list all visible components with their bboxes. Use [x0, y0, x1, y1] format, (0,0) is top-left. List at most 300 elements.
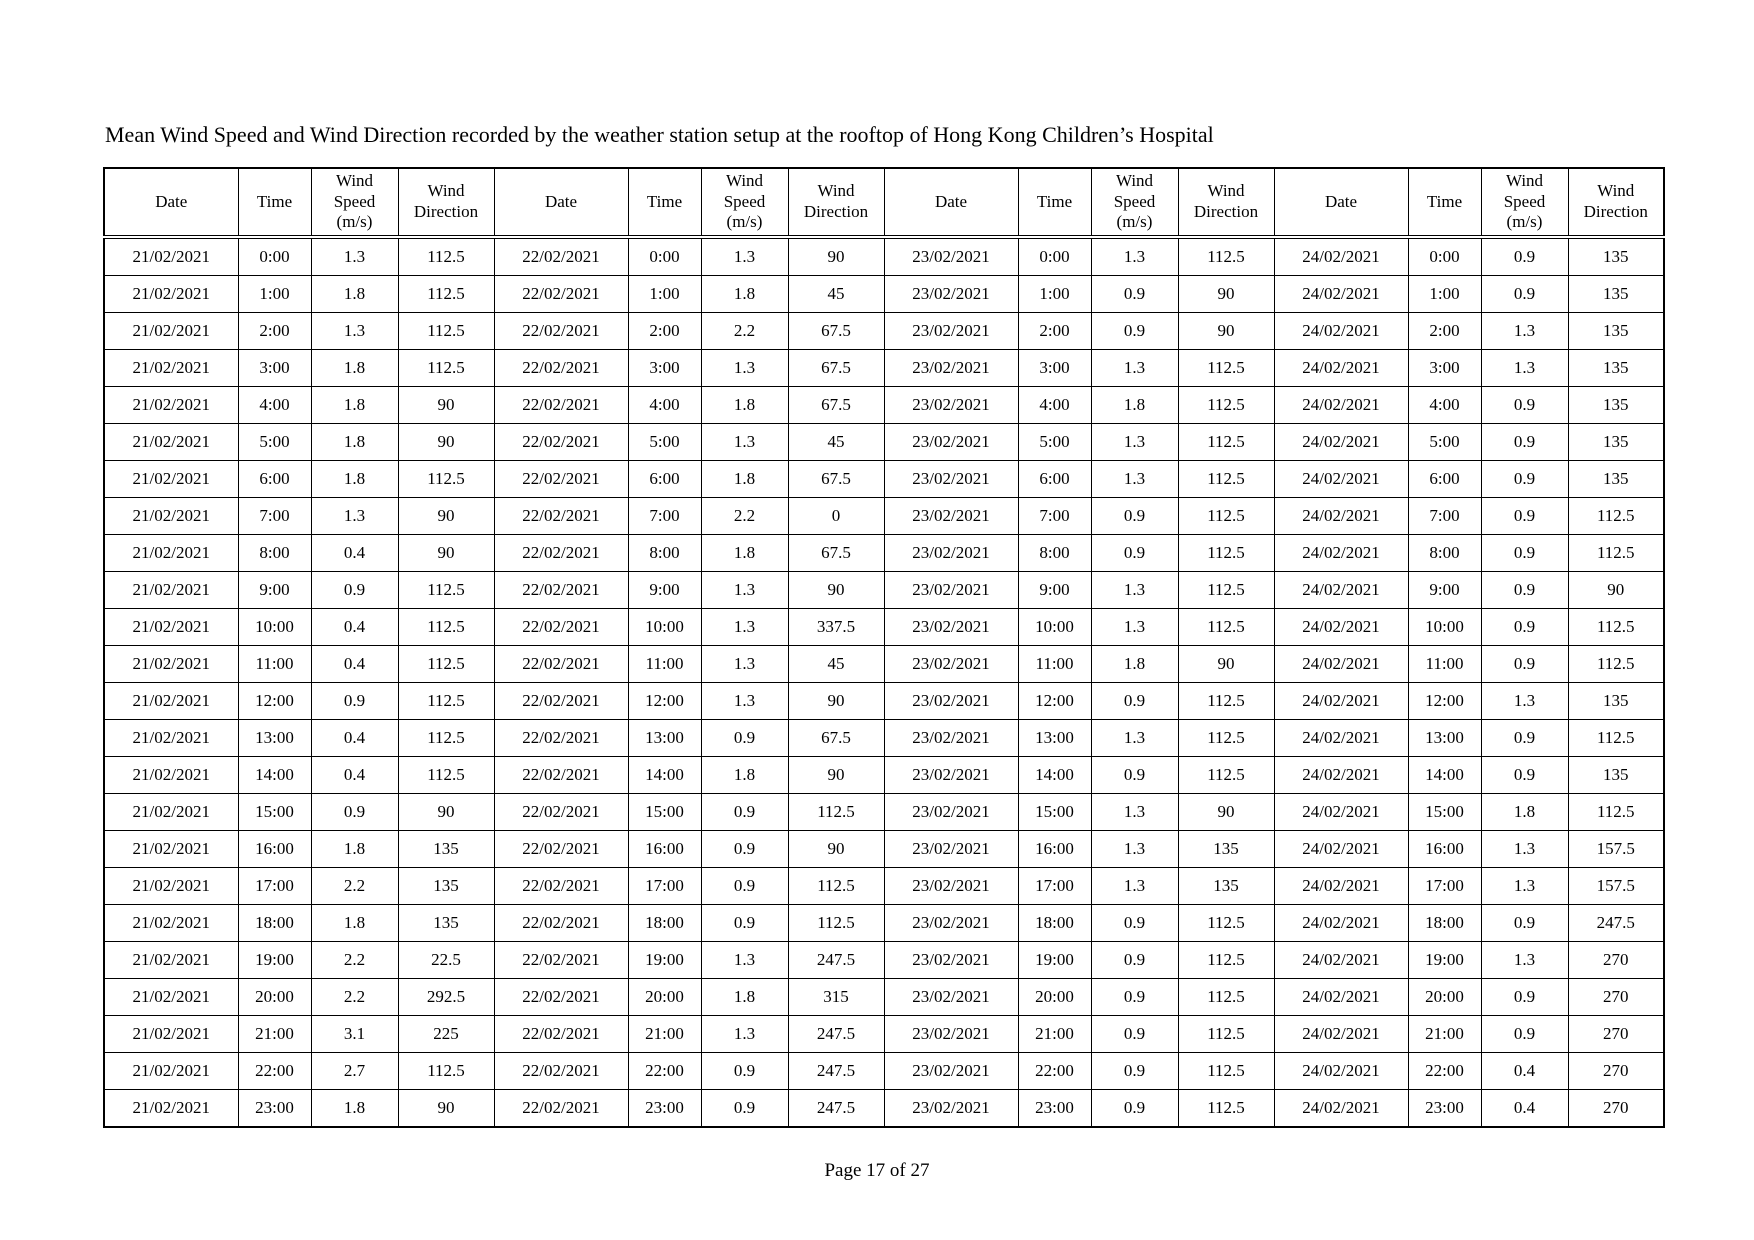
table-cell: 135 — [1178, 868, 1274, 905]
table-cell: 0.9 — [1481, 498, 1568, 535]
table-cell: 90 — [398, 535, 494, 572]
table-cell: 21/02/2021 — [104, 572, 238, 609]
table-cell: 90 — [398, 1090, 494, 1128]
table-cell: 0.9 — [1091, 1016, 1178, 1053]
table-cell: 337.5 — [788, 609, 884, 646]
table-cell: 135 — [398, 905, 494, 942]
table-row — [104, 609, 1664, 646]
table-cell: 112.5 — [1568, 535, 1664, 572]
table-cell: 247.5 — [788, 1016, 884, 1053]
table-row — [104, 276, 1664, 313]
table-cell: 67.5 — [788, 461, 884, 498]
table-row — [104, 424, 1664, 461]
table-cell: 7:00 — [238, 498, 311, 535]
table-cell: 23/02/2021 — [884, 683, 1018, 720]
table-cell: 1.3 — [1091, 350, 1178, 387]
table-cell: 22/02/2021 — [494, 979, 628, 1016]
table-row — [104, 498, 1664, 535]
table-cell: 23:00 — [1018, 1090, 1091, 1128]
table-cell: 1.8 — [311, 387, 398, 424]
table-cell: 24/02/2021 — [1274, 757, 1408, 794]
table-cell: 0.4 — [311, 757, 398, 794]
table-cell: 13:00 — [1018, 720, 1091, 757]
table-cell: 112.5 — [1178, 572, 1274, 609]
table-cell: 23/02/2021 — [884, 609, 1018, 646]
table-cell: 1.8 — [701, 387, 788, 424]
table-body — [104, 237, 1664, 1127]
table-cell: 135 — [1568, 757, 1664, 794]
table-cell: 22/02/2021 — [494, 350, 628, 387]
table-cell: 157.5 — [1568, 868, 1664, 905]
table-cell: 11:00 — [1408, 646, 1481, 683]
table-cell: 1.3 — [311, 237, 398, 276]
table-cell: 3.1 — [311, 1016, 398, 1053]
table-cell: 1.8 — [311, 276, 398, 313]
table-row — [104, 868, 1664, 905]
table-cell: 13:00 — [1408, 720, 1481, 757]
table-cell: 2:00 — [1408, 313, 1481, 350]
column-header: Time — [1408, 168, 1481, 237]
table-row — [104, 979, 1664, 1016]
table-cell: 1.3 — [701, 683, 788, 720]
table-cell: 0.9 — [701, 868, 788, 905]
table-cell: 112.5 — [1178, 1090, 1274, 1128]
table-cell: 1.3 — [1091, 868, 1178, 905]
table-cell: 24/02/2021 — [1274, 572, 1408, 609]
table-cell: 21/02/2021 — [104, 757, 238, 794]
table-cell: 135 — [1568, 313, 1664, 350]
table-cell: 112.5 — [1178, 461, 1274, 498]
table-cell: 135 — [1568, 683, 1664, 720]
table-cell: 24/02/2021 — [1274, 461, 1408, 498]
table-cell: 1.8 — [311, 461, 398, 498]
table-cell: 24/02/2021 — [1274, 646, 1408, 683]
table-cell: 247.5 — [788, 1090, 884, 1128]
table-cell: 19:00 — [628, 942, 701, 979]
table-cell: 0.9 — [701, 1053, 788, 1090]
table-cell: 0:00 — [628, 237, 701, 276]
table-cell: 23/02/2021 — [884, 905, 1018, 942]
table-cell: 0.9 — [1481, 646, 1568, 683]
table-cell: 90 — [398, 387, 494, 424]
table-cell: 112.5 — [1178, 905, 1274, 942]
table-cell: 157.5 — [1568, 831, 1664, 868]
table-cell: 1.8 — [311, 424, 398, 461]
table-cell: 112.5 — [398, 461, 494, 498]
table-cell: 23/02/2021 — [884, 1090, 1018, 1128]
table-cell: 135 — [1178, 831, 1274, 868]
table-cell: 1.3 — [701, 1016, 788, 1053]
table-cell: 247.5 — [788, 1053, 884, 1090]
table-cell: 1:00 — [628, 276, 701, 313]
table-cell: 112.5 — [1568, 498, 1664, 535]
table-cell: 9:00 — [1408, 572, 1481, 609]
table-cell: 1.3 — [311, 498, 398, 535]
table-cell: 1.3 — [1091, 609, 1178, 646]
table-cell: 19:00 — [1408, 942, 1481, 979]
table-cell: 19:00 — [1018, 942, 1091, 979]
table-cell: 6:00 — [238, 461, 311, 498]
table-cell: 16:00 — [238, 831, 311, 868]
table-row — [104, 646, 1664, 683]
table-cell: 23/02/2021 — [884, 720, 1018, 757]
table-cell: 7:00 — [628, 498, 701, 535]
table-cell: 45 — [788, 424, 884, 461]
table-cell: 3:00 — [1018, 350, 1091, 387]
table-cell: 112.5 — [398, 609, 494, 646]
table-cell: 21:00 — [1408, 1016, 1481, 1053]
table-cell: 135 — [398, 831, 494, 868]
table-cell: 22/02/2021 — [494, 572, 628, 609]
table-cell: 13:00 — [628, 720, 701, 757]
table-cell: 21/02/2021 — [104, 942, 238, 979]
table-cell: 8:00 — [628, 535, 701, 572]
table-cell: 21/02/2021 — [104, 683, 238, 720]
table-cell: 1.3 — [1481, 350, 1568, 387]
table-cell: 67.5 — [788, 313, 884, 350]
table-cell: 24/02/2021 — [1274, 535, 1408, 572]
table-cell: 1.8 — [1091, 387, 1178, 424]
table-cell: 1:00 — [1018, 276, 1091, 313]
table-cell: 23/02/2021 — [884, 1053, 1018, 1090]
table-cell: 10:00 — [628, 609, 701, 646]
table-cell: 6:00 — [628, 461, 701, 498]
table-cell: 0.9 — [1091, 313, 1178, 350]
table-cell: 20:00 — [238, 979, 311, 1016]
table-cell: 0.9 — [1481, 387, 1568, 424]
table-cell: 24/02/2021 — [1274, 831, 1408, 868]
table-row — [104, 831, 1664, 868]
table-cell: 0.9 — [1091, 757, 1178, 794]
table-cell: 1.3 — [1091, 424, 1178, 461]
table-row — [104, 350, 1664, 387]
table-header — [104, 168, 1664, 237]
table-cell: 14:00 — [238, 757, 311, 794]
table-cell: 112.5 — [398, 683, 494, 720]
table-cell: 21/02/2021 — [104, 237, 238, 276]
table-cell: 23/02/2021 — [884, 1016, 1018, 1053]
table-cell: 21/02/2021 — [104, 498, 238, 535]
table-cell: 8:00 — [1018, 535, 1091, 572]
table-cell: 1.8 — [311, 831, 398, 868]
table-cell: 45 — [788, 646, 884, 683]
table-cell: 90 — [1178, 794, 1274, 831]
table-cell: 112.5 — [1178, 498, 1274, 535]
table-cell: 24/02/2021 — [1274, 237, 1408, 276]
table-cell: 1.3 — [701, 350, 788, 387]
table-cell: 22/02/2021 — [494, 868, 628, 905]
table-cell: 13:00 — [238, 720, 311, 757]
table-cell: 23/02/2021 — [884, 237, 1018, 276]
table-cell: 0.9 — [1481, 905, 1568, 942]
table-cell: 90 — [398, 794, 494, 831]
table-cell: 0.4 — [311, 720, 398, 757]
table-cell: 0.9 — [1481, 572, 1568, 609]
table-cell: 112.5 — [1178, 424, 1274, 461]
table-cell: 22/02/2021 — [494, 831, 628, 868]
table-cell: 4:00 — [1408, 387, 1481, 424]
table-cell: 0.9 — [311, 794, 398, 831]
column-header: Time — [1018, 168, 1091, 237]
table-cell: 22/02/2021 — [494, 609, 628, 646]
table-cell: 1.3 — [701, 942, 788, 979]
table-cell: 1.3 — [1481, 683, 1568, 720]
table-cell: 292.5 — [398, 979, 494, 1016]
table-cell: 112.5 — [398, 720, 494, 757]
table-cell: 6:00 — [1018, 461, 1091, 498]
table-cell: 270 — [1568, 979, 1664, 1016]
table-cell: 112.5 — [1178, 757, 1274, 794]
table-cell: 1.8 — [311, 905, 398, 942]
table-cell: 1:00 — [238, 276, 311, 313]
table-cell: 24/02/2021 — [1274, 942, 1408, 979]
table-cell: 112.5 — [1568, 794, 1664, 831]
table-cell: 90 — [1178, 646, 1274, 683]
table-cell: 315 — [788, 979, 884, 1016]
table-row — [104, 905, 1664, 942]
table-cell: 23:00 — [1408, 1090, 1481, 1128]
table-cell: 15:00 — [238, 794, 311, 831]
table-cell: 135 — [1568, 350, 1664, 387]
table-row — [104, 387, 1664, 424]
table-cell: 17:00 — [628, 868, 701, 905]
table-cell: 23/02/2021 — [884, 350, 1018, 387]
table-cell: 2:00 — [238, 313, 311, 350]
table-cell: 18:00 — [628, 905, 701, 942]
table-cell: 23/02/2021 — [884, 979, 1018, 1016]
table-cell: 1.3 — [1091, 720, 1178, 757]
table-cell: 8:00 — [238, 535, 311, 572]
table-cell: 1.3 — [1481, 313, 1568, 350]
table-cell: 1.8 — [1091, 646, 1178, 683]
table-cell: 20:00 — [1408, 979, 1481, 1016]
table-cell: 24/02/2021 — [1274, 979, 1408, 1016]
column-header: Date — [1274, 168, 1408, 237]
table-cell: 24/02/2021 — [1274, 794, 1408, 831]
table-cell: 112.5 — [1178, 237, 1274, 276]
table-cell: 2.2 — [701, 313, 788, 350]
column-header: Wind Direction — [1568, 168, 1664, 237]
table-cell: 14:00 — [1408, 757, 1481, 794]
table-cell: 0.9 — [1481, 1016, 1568, 1053]
table-cell: 270 — [1568, 1016, 1664, 1053]
table-cell: 112.5 — [398, 572, 494, 609]
table-cell: 1.3 — [701, 424, 788, 461]
table-cell: 112.5 — [398, 276, 494, 313]
table-cell: 112.5 — [788, 794, 884, 831]
table-cell: 7:00 — [1408, 498, 1481, 535]
table-cell: 21/02/2021 — [104, 720, 238, 757]
table-cell: 1.8 — [311, 1090, 398, 1128]
table-cell: 0.9 — [1481, 720, 1568, 757]
table-cell: 3:00 — [628, 350, 701, 387]
column-header: Date — [494, 168, 628, 237]
table-cell: 21:00 — [1018, 1016, 1091, 1053]
table-cell: 15:00 — [628, 794, 701, 831]
table-cell: 24/02/2021 — [1274, 868, 1408, 905]
table-cell: 67.5 — [788, 535, 884, 572]
table-cell: 0.9 — [1091, 535, 1178, 572]
table-cell: 1.3 — [1481, 868, 1568, 905]
table-cell: 21/02/2021 — [104, 979, 238, 1016]
table-cell: 112.5 — [1178, 350, 1274, 387]
table-cell: 10:00 — [1408, 609, 1481, 646]
table-cell: 112.5 — [398, 350, 494, 387]
table-cell: 19:00 — [238, 942, 311, 979]
table-cell: 112.5 — [1178, 387, 1274, 424]
table-cell: 112.5 — [1568, 609, 1664, 646]
table-cell: 23/02/2021 — [884, 276, 1018, 313]
table-cell: 21/02/2021 — [104, 609, 238, 646]
table-cell: 90 — [788, 572, 884, 609]
table-cell: 21/02/2021 — [104, 794, 238, 831]
table-cell: 0.4 — [1481, 1090, 1568, 1128]
table-cell: 23/02/2021 — [884, 461, 1018, 498]
table-cell: 1.8 — [701, 461, 788, 498]
table-cell: 21/02/2021 — [104, 461, 238, 498]
table-cell: 22/02/2021 — [494, 387, 628, 424]
table-cell: 24/02/2021 — [1274, 387, 1408, 424]
table-row — [104, 1016, 1664, 1053]
table-cell: 0.9 — [1481, 237, 1568, 276]
table-cell: 1.3 — [311, 313, 398, 350]
table-cell: 22/02/2021 — [494, 720, 628, 757]
table-cell: 4:00 — [628, 387, 701, 424]
table-cell: 0.9 — [1091, 276, 1178, 313]
table-cell: 22:00 — [1408, 1053, 1481, 1090]
table-cell: 24/02/2021 — [1274, 498, 1408, 535]
table-cell: 22/02/2021 — [494, 905, 628, 942]
table-cell: 0.9 — [1091, 905, 1178, 942]
table-cell: 112.5 — [1178, 1016, 1274, 1053]
table-cell: 0.9 — [1481, 461, 1568, 498]
table-cell: 112.5 — [398, 313, 494, 350]
table-cell: 16:00 — [1018, 831, 1091, 868]
table-cell: 20:00 — [1018, 979, 1091, 1016]
table-cell: 23/02/2021 — [884, 794, 1018, 831]
table-cell: 1.8 — [701, 276, 788, 313]
table-row — [104, 794, 1664, 831]
table-cell: 24/02/2021 — [1274, 720, 1408, 757]
column-header: Wind Speed (m/s) — [311, 168, 398, 237]
table-cell: 5:00 — [1408, 424, 1481, 461]
column-header: Date — [884, 168, 1018, 237]
table-cell: 1.3 — [701, 572, 788, 609]
table-cell: 22/02/2021 — [494, 424, 628, 461]
table-cell: 5:00 — [238, 424, 311, 461]
table-cell: 21/02/2021 — [104, 424, 238, 461]
table-cell: 90 — [1568, 572, 1664, 609]
table-cell: 22/02/2021 — [494, 498, 628, 535]
table-cell: 22/02/2021 — [494, 237, 628, 276]
table-cell: 23:00 — [238, 1090, 311, 1128]
table-row — [104, 757, 1664, 794]
table-cell: 24/02/2021 — [1274, 609, 1408, 646]
table-cell: 17:00 — [238, 868, 311, 905]
table-row — [104, 535, 1664, 572]
table-cell: 1:00 — [1408, 276, 1481, 313]
table-cell: 21/02/2021 — [104, 350, 238, 387]
table-cell: 7:00 — [1018, 498, 1091, 535]
table-cell: 2:00 — [628, 313, 701, 350]
table-cell: 2.7 — [311, 1053, 398, 1090]
table-cell: 2:00 — [1018, 313, 1091, 350]
table-row — [104, 683, 1664, 720]
table-cell: 225 — [398, 1016, 494, 1053]
table-row — [104, 313, 1664, 350]
table-cell: 24/02/2021 — [1274, 424, 1408, 461]
table-cell: 1.3 — [1091, 572, 1178, 609]
table-cell: 0.4 — [311, 609, 398, 646]
table-cell: 5:00 — [1018, 424, 1091, 461]
table-cell: 0.9 — [311, 572, 398, 609]
table-cell: 0.4 — [311, 646, 398, 683]
table-cell: 0.9 — [701, 794, 788, 831]
table-cell: 0.9 — [1481, 609, 1568, 646]
table-cell: 23/02/2021 — [884, 942, 1018, 979]
table-cell: 112.5 — [1178, 683, 1274, 720]
table-cell: 8:00 — [1408, 535, 1481, 572]
table-cell: 22:00 — [238, 1053, 311, 1090]
table-cell: 11:00 — [238, 646, 311, 683]
column-header: Wind Speed (m/s) — [1091, 168, 1178, 237]
table-cell: 67.5 — [788, 387, 884, 424]
table-cell: 15:00 — [1018, 794, 1091, 831]
table-cell: 21/02/2021 — [104, 1016, 238, 1053]
table-cell: 24/02/2021 — [1274, 1053, 1408, 1090]
table-cell: 21/02/2021 — [104, 387, 238, 424]
table-cell: 1.3 — [701, 646, 788, 683]
table-cell: 15:00 — [1408, 794, 1481, 831]
table-cell: 1.8 — [311, 350, 398, 387]
table-cell: 0.9 — [1481, 535, 1568, 572]
table-cell: 16:00 — [1408, 831, 1481, 868]
table-cell: 22/02/2021 — [494, 683, 628, 720]
table-cell: 270 — [1568, 942, 1664, 979]
table-cell: 0.9 — [1481, 276, 1568, 313]
table-cell: 135 — [1568, 237, 1664, 276]
column-header: Time — [628, 168, 701, 237]
table-cell: 270 — [1568, 1053, 1664, 1090]
table-cell: 21/02/2021 — [104, 276, 238, 313]
table-cell: 22/02/2021 — [494, 313, 628, 350]
table-cell: 112.5 — [1178, 535, 1274, 572]
table-cell: 23/02/2021 — [884, 535, 1018, 572]
table-cell: 135 — [1568, 461, 1664, 498]
table-cell: 1.3 — [701, 609, 788, 646]
table-cell: 0.9 — [1091, 942, 1178, 979]
table-cell: 270 — [1568, 1090, 1664, 1128]
table-cell: 21/02/2021 — [104, 1053, 238, 1090]
table-cell: 24/02/2021 — [1274, 313, 1408, 350]
table-cell: 14:00 — [1018, 757, 1091, 794]
table-cell: 90 — [788, 683, 884, 720]
table-cell: 0.4 — [311, 535, 398, 572]
table-cell: 112.5 — [788, 868, 884, 905]
table-cell: 12:00 — [1018, 683, 1091, 720]
table-cell: 23/02/2021 — [884, 498, 1018, 535]
table-cell: 23/02/2021 — [884, 646, 1018, 683]
table-cell: 23/02/2021 — [884, 868, 1018, 905]
table-cell: 1.3 — [1481, 942, 1568, 979]
table-cell: 112.5 — [788, 905, 884, 942]
table-cell: 135 — [1568, 424, 1664, 461]
table-cell: 21/02/2021 — [104, 1090, 238, 1128]
table-cell: 1.8 — [701, 979, 788, 1016]
table-cell: 9:00 — [238, 572, 311, 609]
table-cell: 24/02/2021 — [1274, 683, 1408, 720]
table-cell: 16:00 — [628, 831, 701, 868]
